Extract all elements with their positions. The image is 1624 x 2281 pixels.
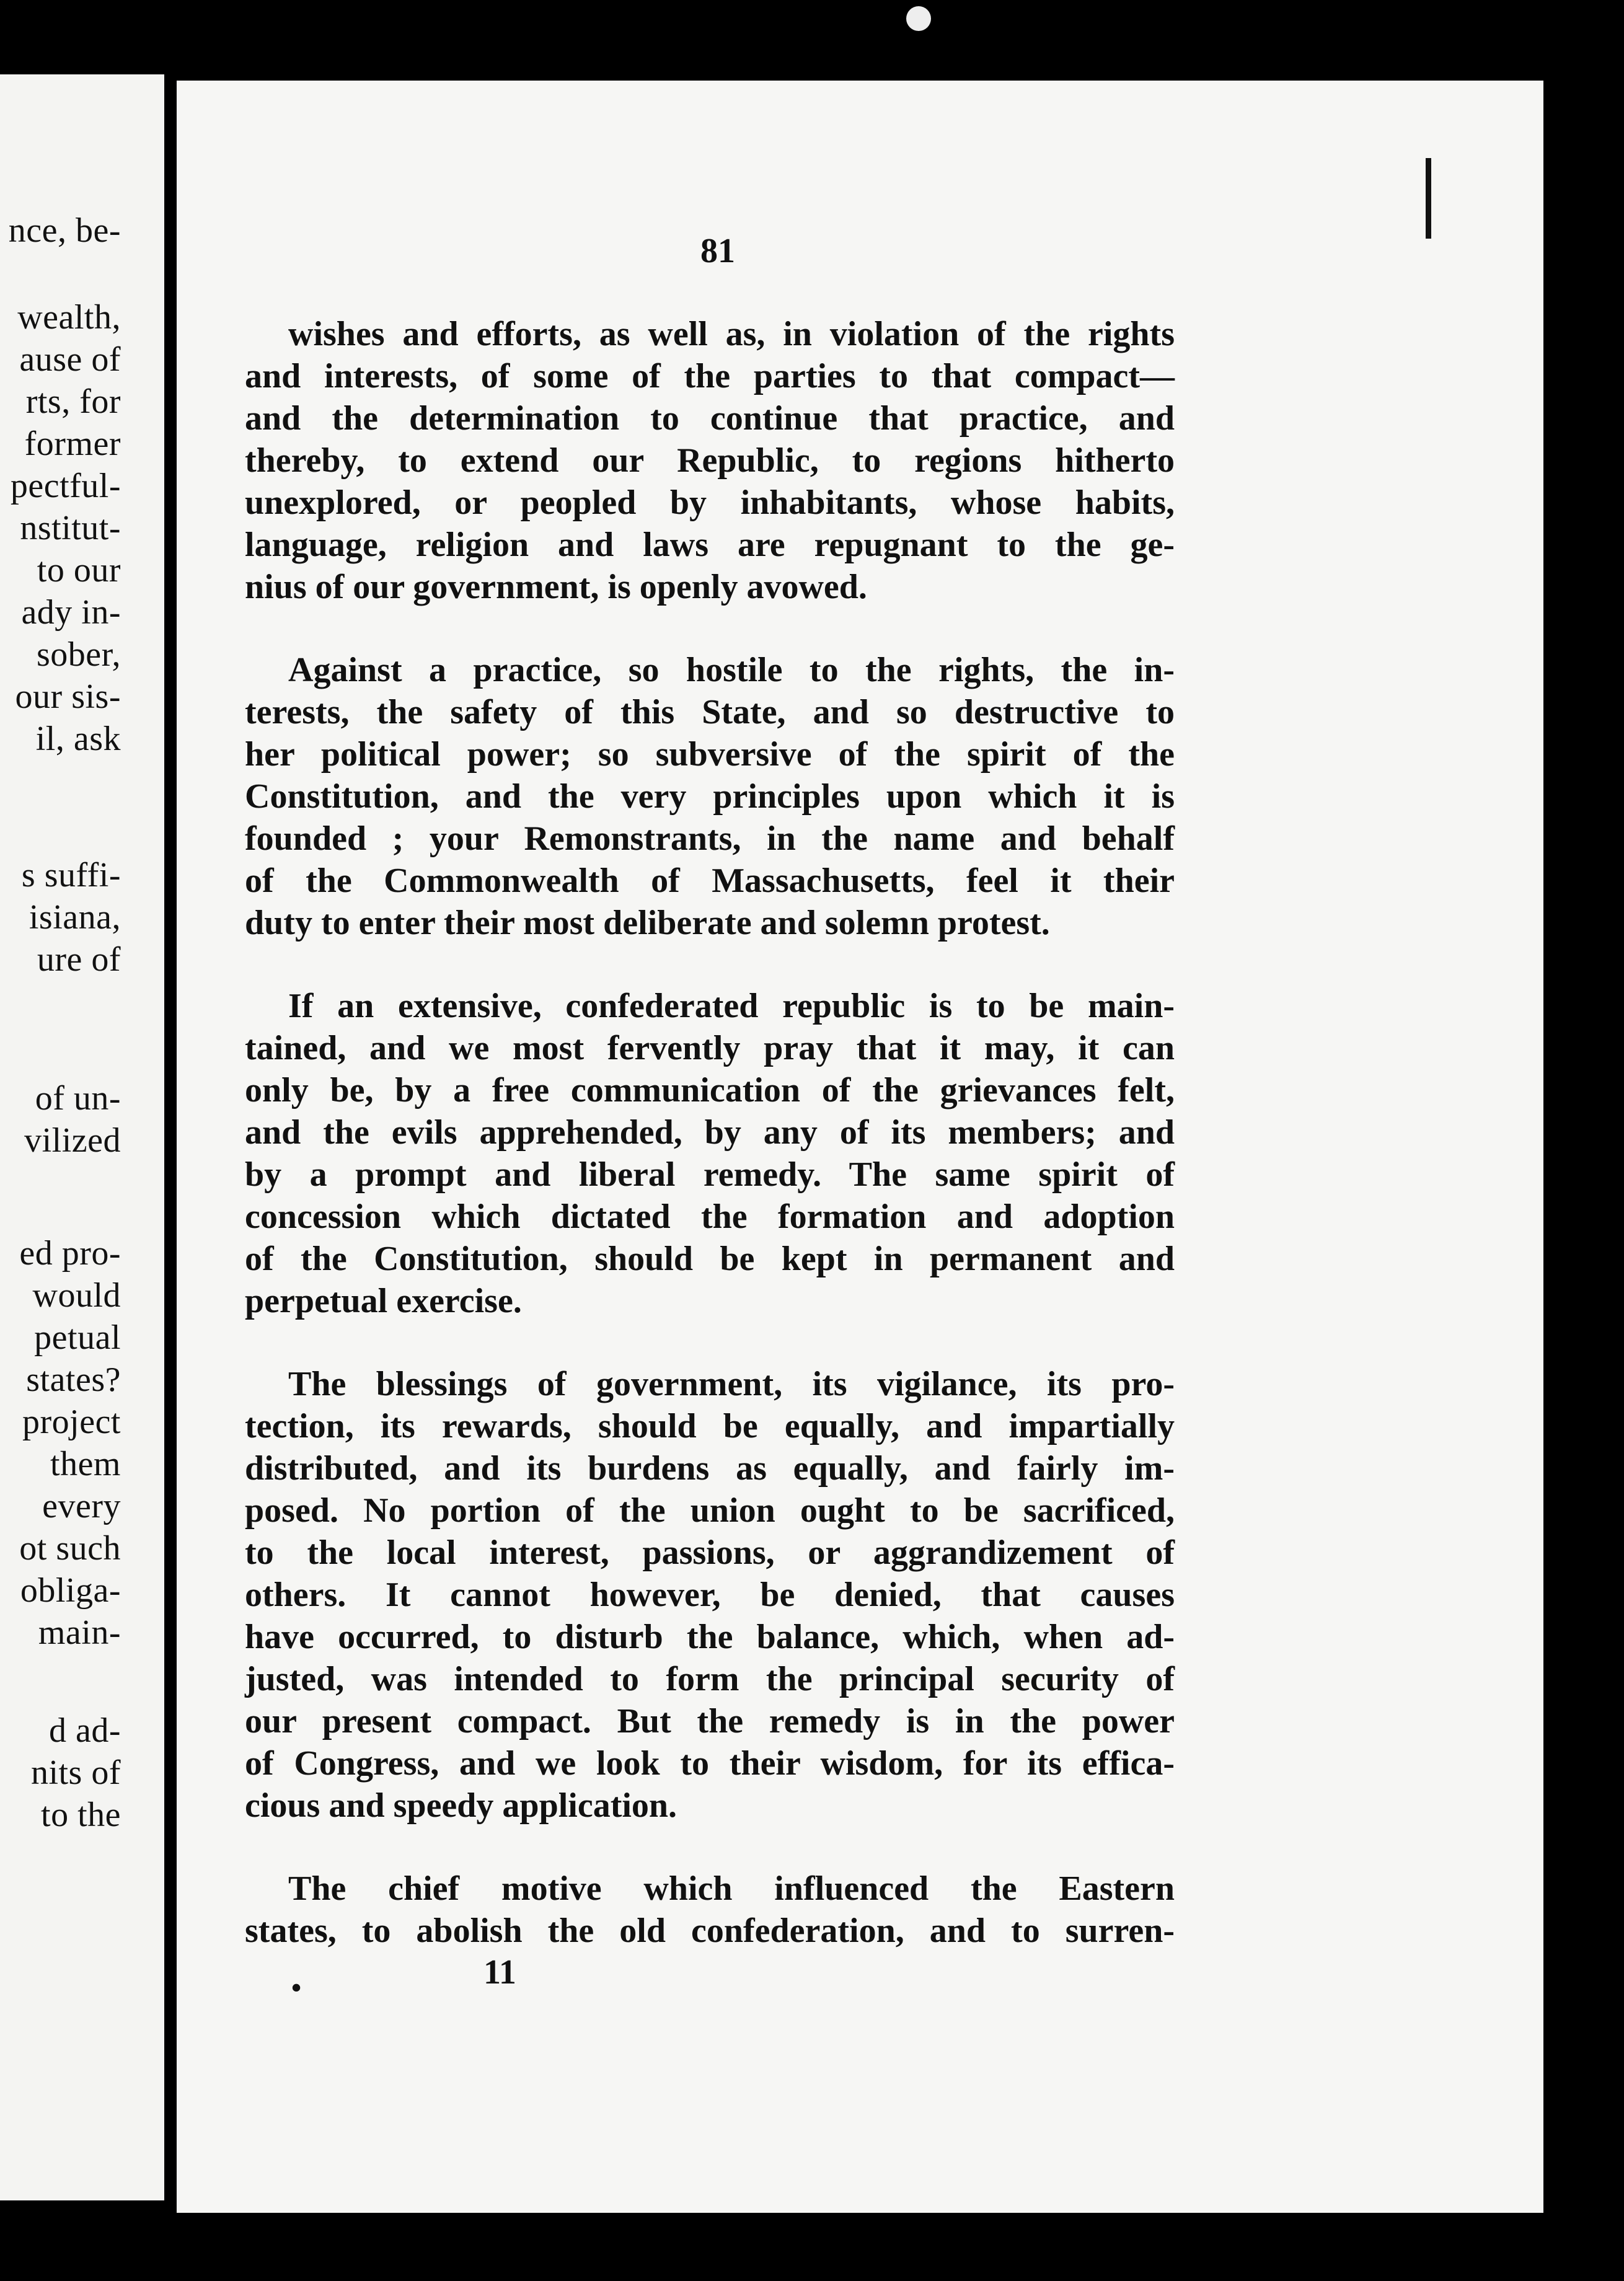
left-page-line: nstitut- <box>20 509 121 547</box>
text-line: our present compact. But the remedy is in the power <box>245 1702 1175 1741</box>
left-page-line: nits of <box>30 1754 121 1792</box>
left-page-line: our sis- <box>15 677 121 716</box>
left-page-line: former <box>24 425 121 463</box>
left-page-line: ed pro- <box>19 1234 121 1273</box>
text-line: posed. No portion of the union ought to be sacrificed, <box>245 1491 1175 1530</box>
left-page-line: ause of <box>19 340 121 379</box>
paragraph <box>245 313 1175 608</box>
text-line: her political power; so subversive of the spirit of the <box>245 735 1175 774</box>
left-page-line: vilized <box>24 1121 121 1160</box>
left-page-line: main- <box>38 1613 121 1652</box>
left-page-line: obliga- <box>20 1571 121 1610</box>
text-line: distributed, and its burdens as equally, and fairly im- <box>245 1449 1175 1488</box>
left-page-line: every <box>42 1487 121 1525</box>
left-page-line: nce, be- <box>8 211 121 250</box>
text-line: nius of our government, is openly avowed. <box>245 568 867 606</box>
paragraph <box>245 1868 1175 1952</box>
left-page-line: project <box>22 1403 121 1441</box>
text-line: Constitution, and the very principles upon which it is <box>245 777 1175 816</box>
text-line: Against a practice, so hostile to the rights, the in- <box>288 651 1175 689</box>
page-number: 81 <box>700 232 735 270</box>
left-page-line: il, ask <box>35 720 121 758</box>
text-line: language, religion and laws are repugnant to the ge- <box>245 526 1175 564</box>
left-page-line: ady in- <box>21 593 121 632</box>
paragraph <box>245 649 1175 944</box>
left-page-line: petual <box>34 1318 121 1357</box>
page-edge-mark <box>1426 158 1431 239</box>
text-line: and the evils apprehended, by any of its members; and <box>245 1113 1175 1152</box>
left-page-line: d ad- <box>48 1711 121 1750</box>
text-line: to the local interest, passions, or aggrandizement of <box>245 1533 1175 1572</box>
body-text <box>245 313 1175 1952</box>
left-page-text <box>0 74 164 2200</box>
text-line: of the Commonwealth of Massachusetts, feel it their <box>245 862 1175 900</box>
text-line: The blessings of government, its vigilance, its pro- <box>288 1365 1175 1403</box>
paragraph <box>245 985 1175 1322</box>
text-line: If an extensive, confederated republic is to be main- <box>288 987 1175 1025</box>
left-page-line: would <box>32 1276 121 1315</box>
scan-speck <box>906 6 931 31</box>
left-page-line: states? <box>26 1361 121 1399</box>
text-line: founded ; your Remonstrants, in the name and behalf <box>245 819 1175 858</box>
left-page-line: pectful- <box>10 467 121 505</box>
left-page-line: them <box>50 1445 121 1483</box>
left-page-line: rts, for <box>25 382 121 421</box>
text-line: cious and speedy application. <box>245 1786 677 1825</box>
text-line: and the determination to continue that practice, and <box>245 399 1175 438</box>
paragraph <box>245 1363 1175 1827</box>
text-line: duty to enter their most deliberate and solemn protest. <box>245 904 1050 942</box>
text-line: wishes and efforts, as well as, in violation of the rights <box>288 315 1175 353</box>
text-line: of Congress, and we look to their wisdom, for its effica- <box>245 1744 1175 1783</box>
left-page-line: isiana, <box>29 898 121 937</box>
text-line: tection, its rewards, should be equally, and impartially <box>245 1407 1175 1445</box>
text-line: concession which dictated the formation and adoption <box>245 1198 1175 1236</box>
text-line: by a prompt and liberal remedy. The same spirit of <box>245 1155 1175 1194</box>
text-line: thereby, to extend our Republic, to regions hitherto <box>245 441 1175 480</box>
ink-mark: • <box>291 1972 302 2003</box>
text-line: unexplored, or peopled by inhabitants, whose habits, <box>245 483 1175 522</box>
text-line: and interests, of some of the parties to that compact— <box>245 357 1175 395</box>
left-page-line: sober, <box>36 635 121 674</box>
left-page-line: of un- <box>35 1079 121 1118</box>
text-line: have occurred, to disturb the balance, which, when ad- <box>245 1618 1175 1656</box>
signature-mark: 11 <box>483 1953 516 1992</box>
text-line: perpetual exercise. <box>245 1282 522 1320</box>
left-page-line: to our <box>37 551 121 589</box>
left-page-line: s suffi- <box>21 856 121 894</box>
text-line: only be, by a free communication of the grievances felt, <box>245 1071 1175 1110</box>
text-line: terests, the safety of this State, and so destructive to <box>245 693 1175 731</box>
left-page-line: ure of <box>37 940 121 979</box>
text-line: justed, was intended to form the principal security of <box>245 1660 1175 1698</box>
text-line: tained, and we most fervently pray that it may, it can <box>245 1029 1175 1067</box>
left-page-line: ot such <box>19 1529 121 1568</box>
left-page-line: to the <box>41 1796 121 1834</box>
left-page-line: wealth, <box>17 298 121 337</box>
left-page <box>0 74 164 2200</box>
text-line: of the Constitution, should be kept in permanent and <box>245 1240 1175 1278</box>
text-line: The chief motive which influenced the Eastern <box>288 1869 1175 1908</box>
text-line: states, to abolish the old confederation, and to surren- <box>245 1912 1175 1950</box>
text-line: others. It cannot however, be denied, that causes <box>245 1576 1175 1614</box>
